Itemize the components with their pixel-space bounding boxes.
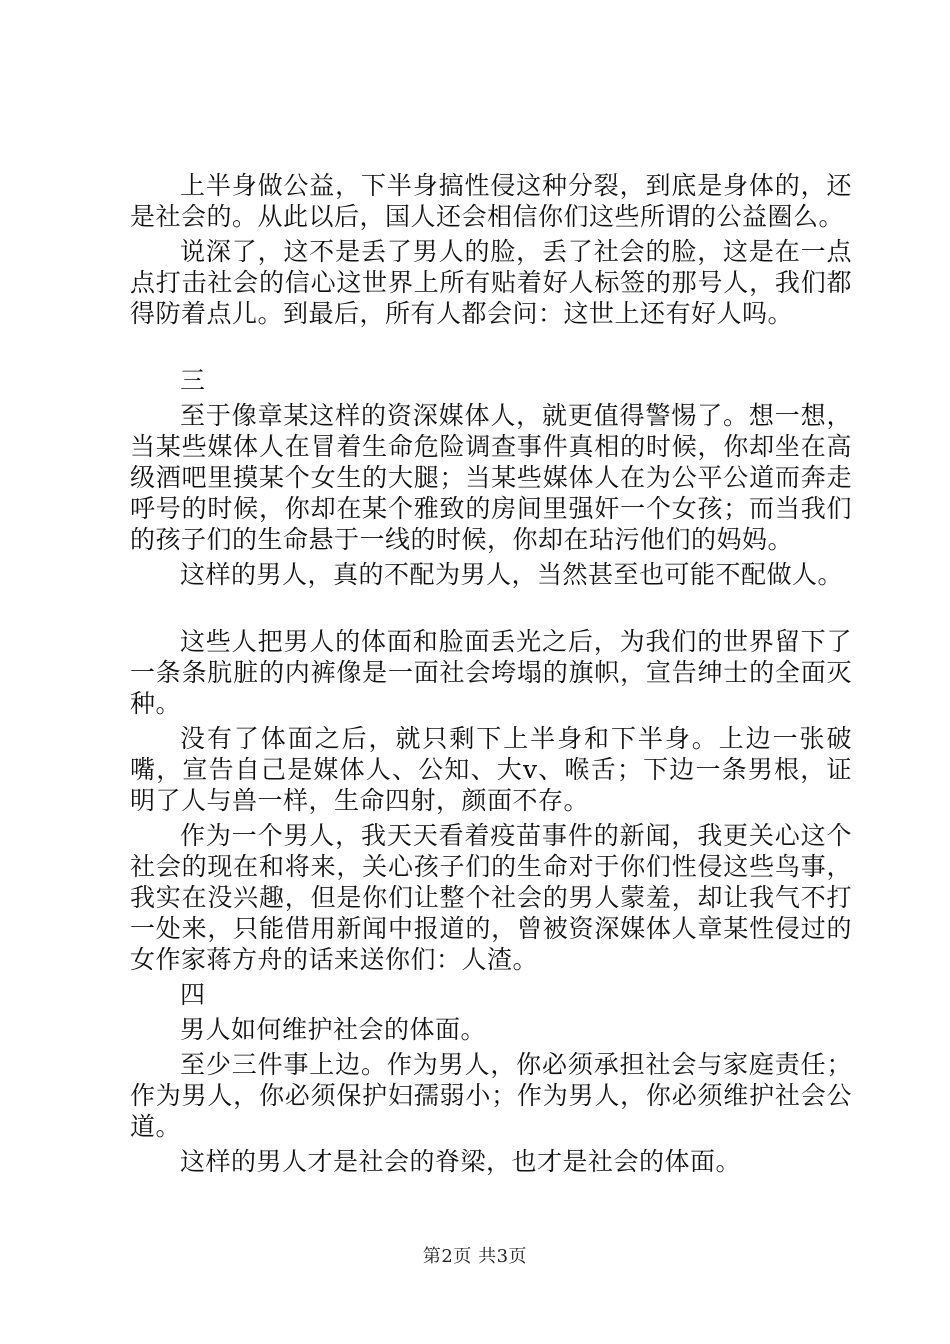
document-body (130, 170, 852, 1181)
section-heading-four: 四 (180, 980, 206, 1009)
paragraph-9: 至少三件事上边。作为男人，你必须承担社会与家庭责任；作为男人，你必须保护妇孺弱小；作为男人，你必须维护社会公道。 (130, 1050, 852, 1141)
paragraph-2: 说深了，这不是丢了男人的脸，丢了社会的脸，这是在一点点打击社会的信心这世界上所有贴着好人标签的那号人，我们都得防着点儿。到最后，所有人都会问：这世上还有好人吗。 (130, 237, 852, 328)
paragraph-6: 没有了体面之后，就只剩下上半身和下半身。上边一张破嘴，宣告自己是媒体人、公知、大v、喉舌；下边一条男根，证明了人与兽一样，生命四射，颜面不存。 (130, 724, 852, 815)
paragraph-5: 这些人把男人的体面和脸面丢光之后，为我们的世界留下了一条条肮脏的内裤像是一面社会垮塌的旗帜，宣告绅士的全面灭种。 (130, 627, 852, 718)
paragraph-4: 这样的男人，真的不配为男人，当然甚至也可能不配做人。 (180, 560, 844, 589)
section-heading-three: 三 (180, 366, 206, 395)
paragraph-10: 这样的男人才是社会的脊梁，也才是社会的体面。 (180, 1147, 742, 1176)
paragraph-8: 男人如何维护社会的体面。 (180, 1015, 487, 1044)
paragraph-7: 作为一个男人，我天天看着疫苗事件的新闻，我更关心这个社会的现在和将来，关心孩子们的生命对于你们性侵这些鸟事，我实在没兴趣，但是你们让整个社会的男人蒙羞，却让我气不打一处来，只能借用新闻中报道的，曾被资深媒体人章某性侵过的女作家蒋方舟的话来送你们：人渣。 (130, 821, 852, 974)
page-footer: 第2页 共3页 (422, 1246, 528, 1267)
paragraph-1: 上半身做公益，下半身搞性侵这种分裂，到底是身体的，还是社会的。从此以后，国人还会相信你们这些所谓的公益圈么。 (130, 171, 852, 231)
paragraph-3: 至于像章某这样的资深媒体人，就更值得警惕了。想一想，当某些媒体人在冒着生命危险调查事件真相的时候，你却坐在高级酒吧里摸某个女生的大腿；当某些媒体人在为公平公道而奔走呼号的时候，你却在某个雅致的房间里强奸一个女孩；而当我们的孩子们的生命悬于一线的时候，你却在玷污他们的妈妈。 (130, 401, 852, 554)
